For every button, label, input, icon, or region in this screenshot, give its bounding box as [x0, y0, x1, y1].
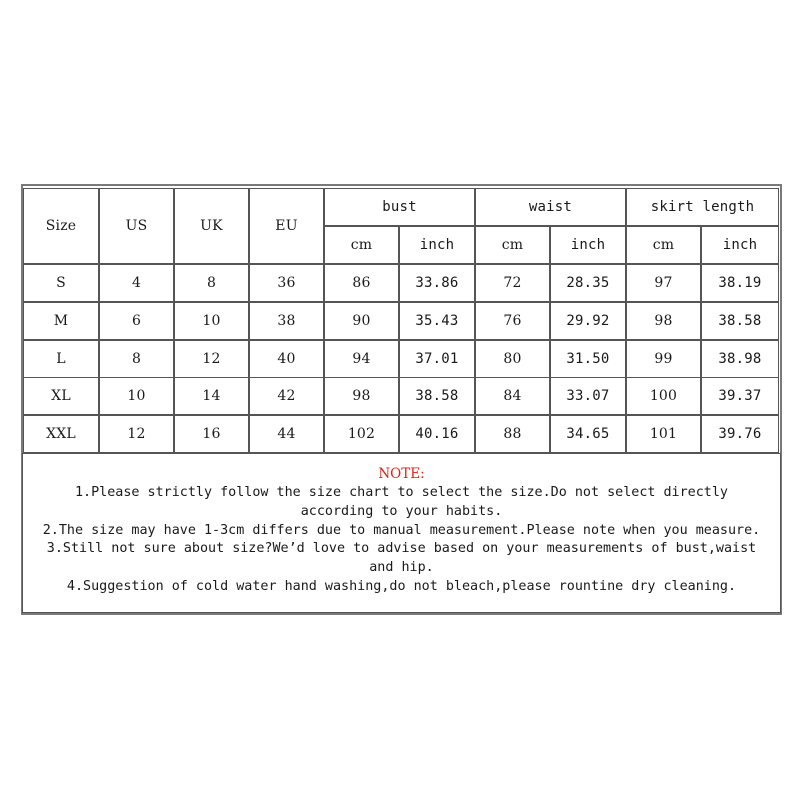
table-cell-us: 8 [99, 340, 174, 378]
table-cell-skirt-cm: 99 [626, 340, 701, 378]
table-cell-bust-inch: 38.58 [399, 377, 475, 415]
table-cell-us: 12 [99, 415, 174, 453]
subheader-bust-cm: cm [324, 226, 399, 264]
table-cell-waist-inch: 33.07 [550, 377, 626, 415]
table-cell-skirt-inch: 39.76 [701, 415, 779, 453]
table-cell-waist-inch: 34.65 [550, 415, 626, 453]
table-cell-bust-cm: 94 [324, 340, 399, 378]
subheader-bust-inch: inch [399, 226, 475, 264]
note-line-3b: and hip. [369, 560, 434, 576]
table-cell-waist-cm: 80 [475, 340, 550, 378]
table-cell-waist-inch: 31.50 [550, 340, 626, 378]
table-cell-skirt-inch: 38.58 [701, 302, 779, 340]
table-cell-eu: 42 [249, 377, 324, 415]
table-cell-skirt-cm: 98 [626, 302, 701, 340]
header-uk: UK [174, 188, 249, 264]
table-cell-uk: 16 [174, 415, 249, 453]
subheader-waist-cm: cm [475, 226, 550, 264]
table-cell-uk: 12 [174, 340, 249, 378]
table-cell-skirt-cm: 100 [626, 377, 701, 415]
table-cell-eu: 44 [249, 415, 324, 453]
table-cell-size: M [23, 302, 99, 340]
table-cell-us: 6 [99, 302, 174, 340]
header-waist: waist [475, 188, 626, 226]
table-cell-bust-cm: 90 [324, 302, 399, 340]
note-line-2: 2.The size may have 1-3cm differs due to manual measurement.Please note when you measure. [42, 522, 761, 538]
notes-panel [22, 453, 781, 613]
table-cell-eu: 38 [249, 302, 324, 340]
header-bust: bust [324, 188, 475, 226]
note-line-3a: 3.Still not sure about size?We’d love to advise based on your measurements of bust,waist [46, 541, 757, 557]
table-cell-size: XXL [23, 415, 99, 453]
subheader-waist-inch: inch [550, 226, 626, 264]
table-cell-waist-cm: 76 [475, 302, 550, 340]
table-cell-us: 10 [99, 377, 174, 415]
header-skirt-length: skirt length [626, 188, 779, 226]
table-cell-skirt-inch: 39.37 [701, 377, 779, 415]
note-line-1a: 1.Please strictly follow the size chart to select the size.Do not select directly [74, 485, 728, 500]
table-cell-skirt-cm: 97 [626, 264, 701, 302]
table-cell-waist-cm: 84 [475, 377, 550, 415]
table-cell-bust-inch: 33.86 [399, 264, 475, 302]
table-cell-waist-inch: 29.92 [550, 302, 626, 340]
table-cell-bust-cm: 102 [324, 415, 399, 453]
note-title: NOTE: [378, 466, 425, 482]
table-cell-size: XL [23, 377, 99, 415]
table-cell-uk: 10 [174, 302, 249, 340]
table-cell-eu: 40 [249, 340, 324, 378]
table-cell-bust-cm: 86 [324, 264, 399, 302]
table-cell-bust-inch: 35.43 [399, 302, 475, 340]
table-cell-skirt-inch: 38.19 [701, 264, 779, 302]
table-cell-waist-inch: 28.35 [550, 264, 626, 302]
table-cell-waist-cm: 88 [475, 415, 550, 453]
table-cell-uk: 8 [174, 264, 249, 302]
table-cell-skirt-inch: 38.98 [701, 340, 779, 378]
table-cell-size: S [23, 264, 99, 302]
subheader-skirt-inch: inch [701, 226, 779, 264]
header-eu: EU [249, 188, 324, 264]
table-cell-bust-cm: 98 [324, 377, 399, 415]
note-line-1b: according to your habits. [300, 503, 503, 519]
table-cell-bust-inch: 37.01 [399, 340, 475, 378]
table-cell-skirt-cm: 101 [626, 415, 701, 453]
table-cell-eu: 36 [249, 264, 324, 302]
table-cell-us: 4 [99, 264, 174, 302]
table-cell-bust-inch: 40.16 [399, 415, 475, 453]
table-cell-uk: 14 [174, 377, 249, 415]
note-line-4: 4.Suggestion of cold water hand washing,do not bleach,please rountine dry cleaning. [66, 578, 737, 594]
table-cell-waist-cm: 72 [475, 264, 550, 302]
header-size: Size [23, 188, 99, 264]
table-cell-size: L [23, 340, 99, 378]
subheader-skirt-cm: cm [626, 226, 701, 264]
header-us: US [99, 188, 174, 264]
